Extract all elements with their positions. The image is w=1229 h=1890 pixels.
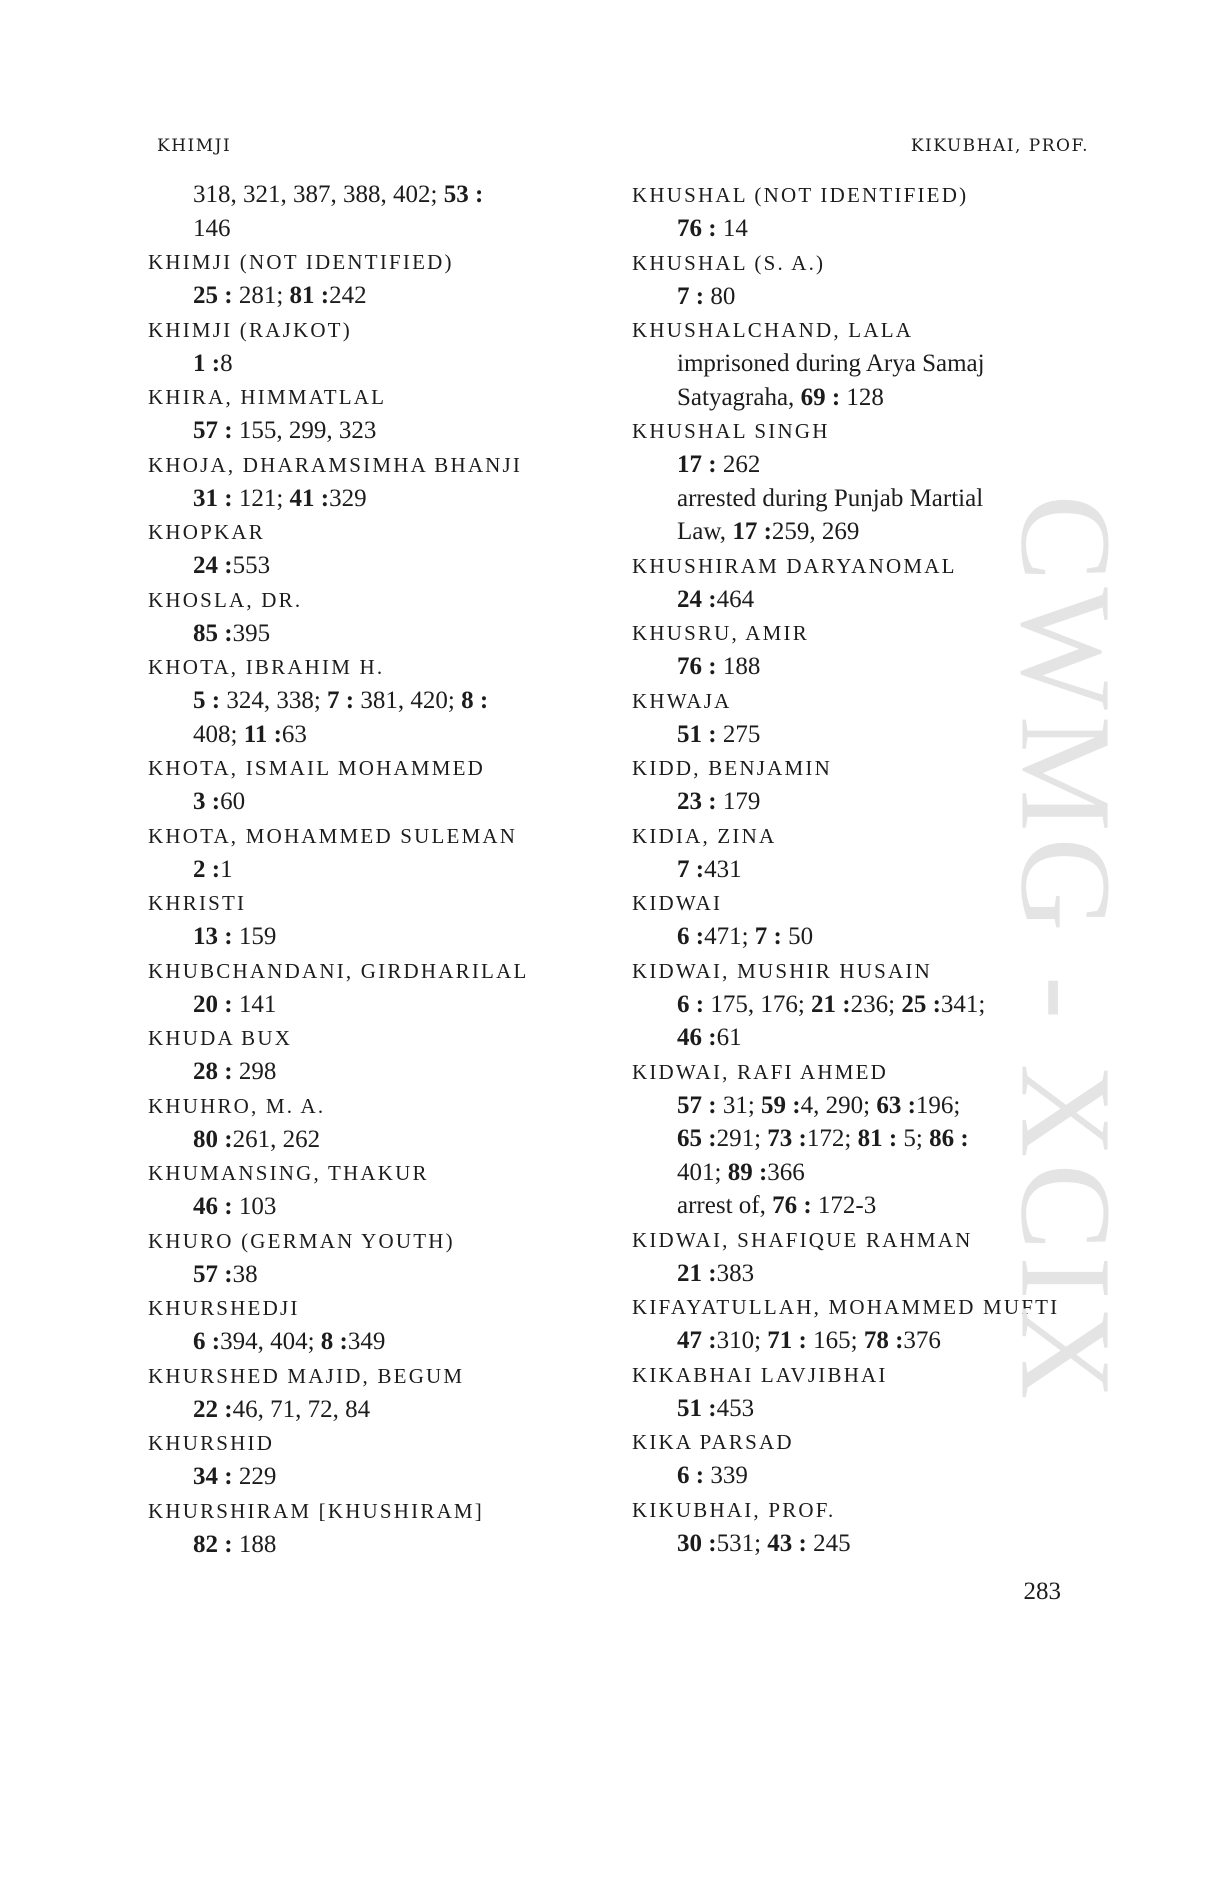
page-reference: 146	[193, 214, 231, 242]
entry-heading: KHUSHALCHAND, LALA	[632, 318, 914, 342]
entry-heading: KHUDA BUX	[148, 1026, 293, 1050]
volume-number: 51 :	[677, 1394, 717, 1422]
volume-number: 13 :	[193, 923, 233, 950]
volume-number: 73 :	[767, 1125, 807, 1152]
page-reference: 128	[840, 383, 884, 411]
index-entry	[148, 448, 608, 516]
volume-number: 89 :	[727, 1158, 768, 1186]
volume-number: 21 :	[677, 1259, 717, 1287]
volume-number: 3 :	[193, 788, 221, 815]
page-reference: 381, 420;	[354, 687, 462, 714]
entry-heading: KHURSHEDJI	[148, 1296, 300, 1320]
entry-heading: KHIMJI (RAJKOT)	[148, 317, 352, 342]
page-reference: 236;	[850, 990, 902, 1018]
index-entry	[148, 380, 608, 448]
page-reference: 60	[220, 788, 246, 815]
entry-reference-line	[148, 1325, 608, 1359]
entry-heading: KIKABHAI LAVJIBHAI	[632, 1362, 888, 1387]
entry-reference-line	[148, 718, 608, 752]
volume-number: 43 :	[767, 1529, 807, 1557]
page-reference: imprisoned during Arya Samaj	[677, 350, 985, 377]
entry-heading: KHURSHED MAJID, BEGUM	[148, 1363, 465, 1388]
page-reference: 298	[232, 1058, 277, 1085]
volume-number: 6 :	[193, 1328, 221, 1355]
volume-number: 11 :	[243, 720, 282, 748]
index-entry	[148, 313, 608, 381]
entry-reference-line	[148, 1258, 608, 1292]
entry-heading: KHOJA, DHARAMSIMHA BHANJI	[148, 452, 523, 477]
entry-heading: KIKUBHAI, PROF.	[632, 1497, 836, 1522]
entry-heading: KHIRA, HIMMATLAL	[148, 385, 387, 409]
entry-reference-line	[148, 1528, 608, 1562]
volume-number: 82 :	[193, 1530, 233, 1558]
volume-number: 30 :	[677, 1529, 717, 1557]
page-reference: 61	[716, 1024, 742, 1051]
index-entry	[148, 1359, 608, 1427]
entry-heading: KHOTA, IBRAHIM H.	[148, 655, 385, 679]
page-reference: 63	[281, 720, 307, 748]
page-reference: 165;	[806, 1327, 864, 1354]
volume-number: 76 :	[772, 1192, 812, 1219]
entry-reference-line	[148, 212, 608, 246]
index-entry	[148, 650, 608, 751]
entry-heading: KHUSRU, AMIR	[632, 621, 809, 645]
volume-number: 65 :	[677, 1125, 717, 1152]
volume-number: 57 :	[193, 1260, 233, 1288]
page-reference: 318, 321, 387, 388, 402;	[193, 181, 444, 208]
volume-number: 53 :	[443, 181, 484, 208]
volume-number: 86 :	[929, 1125, 969, 1152]
page-reference: 50	[781, 923, 814, 950]
index-entry	[148, 583, 608, 651]
entry-heading: KHURSHID	[148, 1431, 275, 1455]
volume-number: 23 :	[677, 788, 717, 815]
page-reference: 261, 262	[232, 1125, 321, 1153]
page-reference: 531;	[716, 1529, 768, 1557]
index-entry	[632, 246, 1092, 314]
page-reference: 242	[329, 282, 367, 309]
entry-heading: KHUSHIRAM DARYANOMAL	[632, 553, 957, 578]
index-entry	[632, 1493, 1092, 1561]
page-reference: 464	[716, 585, 755, 613]
entry-heading: KIFAYATULLAH, MOHAMMED MUFTI	[632, 1295, 1060, 1319]
page-reference: 38	[232, 1260, 258, 1288]
entry-heading: KHIMJI (NOT IDENTIFIED)	[148, 250, 454, 274]
volume-number: 7 :	[327, 687, 355, 714]
entry-reference-line	[148, 279, 608, 313]
page-reference: 46, 71, 72, 84	[232, 1395, 371, 1423]
page-reference: 31;	[716, 1091, 762, 1119]
entry-reference-line	[148, 853, 608, 887]
page-reference: 376	[903, 1327, 941, 1354]
volume-number: 81 :	[289, 282, 330, 309]
entry-reference-line	[148, 617, 608, 651]
page-number: 283	[1023, 1578, 1061, 1605]
volume-number: 5 :	[193, 687, 221, 714]
page-reference: 262	[716, 451, 761, 478]
page-reference: 8	[220, 349, 233, 377]
volume-number: 6 :	[677, 1462, 705, 1489]
volume-number: 17 :	[732, 518, 772, 545]
page-reference: 141	[232, 990, 277, 1018]
page-reference: 349	[347, 1328, 386, 1355]
page-reference: 383	[716, 1259, 755, 1287]
entry-reference-line	[148, 1055, 608, 1089]
volume-number: 22 :	[193, 1395, 233, 1423]
page-reference: 245	[806, 1529, 851, 1557]
entry-reference-line	[148, 1393, 608, 1427]
index-entry	[148, 515, 608, 583]
index-entry	[148, 245, 608, 313]
entry-reference-line	[632, 212, 1092, 246]
entry-reference-line	[148, 920, 608, 954]
entry-heading: KHOPKAR	[148, 520, 265, 544]
index-entry	[632, 178, 1092, 246]
volume-number: 25 :	[193, 282, 233, 309]
watermark-text: CWMG - XCIX	[993, 494, 1137, 1406]
entry-heading: KIDIA, ZINA	[632, 823, 777, 848]
entry-reference-line	[632, 1527, 1092, 1561]
entry-reference-line	[148, 549, 608, 583]
index-entry	[148, 1089, 608, 1157]
page-reference: 395	[232, 619, 271, 647]
page-reference: 408;	[193, 720, 244, 748]
page-reference: 329	[329, 484, 367, 512]
page-reference: 175, 176;	[704, 990, 812, 1018]
volume-number: 51 :	[677, 720, 717, 748]
volume-number: 24 :	[677, 585, 717, 613]
volume-number: 17 :	[677, 451, 717, 478]
page-reference: 4, 290;	[800, 1091, 877, 1119]
volume-number: 21 :	[811, 990, 851, 1018]
index-entry	[148, 1494, 608, 1562]
page-reference: arrest of,	[677, 1192, 773, 1219]
volume-number: 6 :	[677, 990, 705, 1018]
entry-heading: KHUMANSING, THAKUR	[148, 1161, 429, 1185]
entry-reference-line	[632, 381, 1092, 415]
entry-heading: KHURO (GERMAN YOUTH)	[148, 1228, 455, 1253]
entry-heading: KHUHRO, M. A.	[148, 1093, 326, 1118]
index-entry	[148, 178, 608, 245]
volume-number: 7 :	[677, 855, 705, 883]
page-reference: 188	[716, 653, 761, 680]
volume-number: 28 :	[193, 1058, 233, 1085]
index-entry	[148, 819, 608, 887]
volume-number: 8 :	[320, 1328, 348, 1355]
page-reference: Satyagraha,	[677, 383, 801, 411]
index-entry	[148, 1291, 608, 1359]
volume-number: 57 :	[677, 1091, 717, 1119]
volume-number: 6 :	[677, 923, 705, 950]
entry-heading: KHOTA, MOHAMMED SULEMAN	[148, 823, 518, 848]
page-reference: 341;	[940, 990, 986, 1018]
entry-heading: KHWAJA	[632, 688, 732, 713]
volume-number: 71 :	[767, 1327, 807, 1354]
volume-number: 46 :	[677, 1024, 717, 1051]
page-reference: 1	[220, 855, 233, 883]
page-reference: 401;	[677, 1158, 728, 1186]
entry-reference-line	[632, 280, 1092, 314]
entry-heading: KHUSHAL (NOT IDENTIFIED)	[632, 183, 969, 207]
entry-reference-line	[632, 347, 1092, 381]
page-reference: 229	[232, 1463, 277, 1490]
volume-number: 76 :	[677, 653, 717, 680]
volume-number: 47 :	[677, 1327, 717, 1354]
page-reference: 431	[704, 855, 742, 883]
page-reference: 275	[716, 720, 761, 748]
volume-number: 85 :	[193, 619, 233, 647]
volume-number: 34 :	[193, 1463, 233, 1490]
volume-number: 25 :	[901, 990, 941, 1018]
entry-reference-line	[148, 1190, 608, 1224]
entry-heading: KHUBCHANDANI, GIRDHARILAL	[148, 958, 529, 983]
page-reference: 188	[232, 1530, 277, 1558]
entry-heading: KHUSHAL SINGH	[632, 419, 830, 443]
entry-heading: KHOSLA, DR.	[148, 587, 303, 612]
page-reference: 172-3	[811, 1192, 877, 1219]
volume-number: 57 :	[193, 417, 233, 444]
index-entry	[148, 1156, 608, 1224]
volume-number: 24 :	[193, 552, 233, 579]
entry-heading: KHOTA, ISMAIL MOHAMMED	[148, 756, 486, 780]
entry-reference-line	[148, 414, 608, 448]
volume-number: 7 :	[677, 282, 705, 310]
volume-number: 1 :	[193, 349, 221, 377]
entry-heading: KIDD, BENJAMIN	[632, 756, 832, 780]
index-entry	[148, 751, 608, 819]
page-reference: 80	[704, 282, 736, 310]
page-reference: 471;	[704, 923, 755, 950]
index-entry	[632, 313, 1092, 414]
entry-heading: KHURSHIRAM [KHUSHIRAM]	[148, 1498, 485, 1523]
page-reference: 159	[232, 923, 277, 950]
running-header-left: KHIMJI	[157, 136, 232, 156]
page-reference: arrested during Punjab Martial	[677, 484, 984, 512]
entry-heading: KHRISTI	[148, 891, 247, 915]
volume-number: 63 :	[876, 1091, 916, 1119]
entry-heading: KIDWAI, MUSHIR HUSAIN	[632, 958, 932, 983]
index-entry	[148, 1021, 608, 1089]
page-reference: 5;	[897, 1125, 930, 1152]
entry-heading: KIKA PARSAD	[632, 1430, 794, 1454]
volume-number: 76 :	[677, 215, 717, 242]
page-reference: 155, 299, 323	[232, 417, 377, 444]
volume-number: 31 :	[193, 484, 233, 512]
page-reference: Law,	[677, 518, 733, 545]
page-reference: 179	[716, 788, 761, 815]
page-reference: 14	[716, 215, 748, 242]
volume-number: 78 :	[863, 1327, 904, 1354]
volume-number: 80 :	[193, 1125, 233, 1153]
page-reference: 553	[232, 552, 271, 579]
page-reference: 196;	[915, 1091, 961, 1119]
entry-heading: KIDWAI	[632, 891, 723, 915]
volume-number: 7 :	[754, 923, 782, 950]
page-reference: 366	[767, 1158, 805, 1186]
page-reference: 291;	[716, 1125, 768, 1152]
watermark	[993, 460, 1137, 1440]
entry-reference-line	[148, 482, 608, 516]
page-reference: 453	[716, 1394, 755, 1422]
volume-number: 69 :	[800, 383, 841, 411]
page-reference: 339	[704, 1462, 748, 1489]
index-column-left	[148, 178, 608, 1561]
entry-reference-line	[148, 785, 608, 819]
volume-number: 8 :	[461, 687, 489, 714]
entry-reference-line	[632, 1459, 1092, 1493]
page-reference: 324, 338;	[220, 687, 328, 714]
index-entry	[148, 954, 608, 1022]
index-entry	[148, 1224, 608, 1292]
volume-number: 81 :	[857, 1125, 898, 1152]
index-entry	[148, 886, 608, 954]
volume-number: 2 :	[193, 855, 221, 883]
page-reference: 310;	[716, 1327, 768, 1354]
entry-heading: KHUSHAL (S. A.)	[632, 250, 826, 275]
entry-heading: KIDWAI, RAFI AHMED	[632, 1059, 889, 1084]
page-reference: 121;	[232, 484, 290, 512]
page-reference: 172;	[806, 1125, 858, 1152]
entry-reference-line	[148, 1460, 608, 1494]
entry-reference-line	[148, 1123, 608, 1157]
page-reference: 259, 269	[771, 518, 860, 545]
index-entry	[148, 1426, 608, 1494]
volume-number: 59 :	[761, 1091, 801, 1119]
volume-number: 20 :	[193, 990, 233, 1018]
entry-reference-line	[148, 684, 608, 718]
page-reference: 281;	[232, 282, 290, 309]
page-reference: 103	[232, 1193, 277, 1220]
entry-heading: KIDWAI, SHAFIQUE RAHMAN	[632, 1227, 973, 1252]
page-reference: 394, 404;	[220, 1328, 321, 1355]
entry-reference-line	[148, 178, 608, 212]
volume-number: 46 :	[193, 1193, 233, 1220]
running-header-right: KIKUBHAI, PROF.	[910, 136, 1089, 156]
entry-reference-line	[148, 347, 608, 381]
entry-reference-line	[148, 988, 608, 1022]
volume-number: 41 :	[289, 484, 330, 512]
